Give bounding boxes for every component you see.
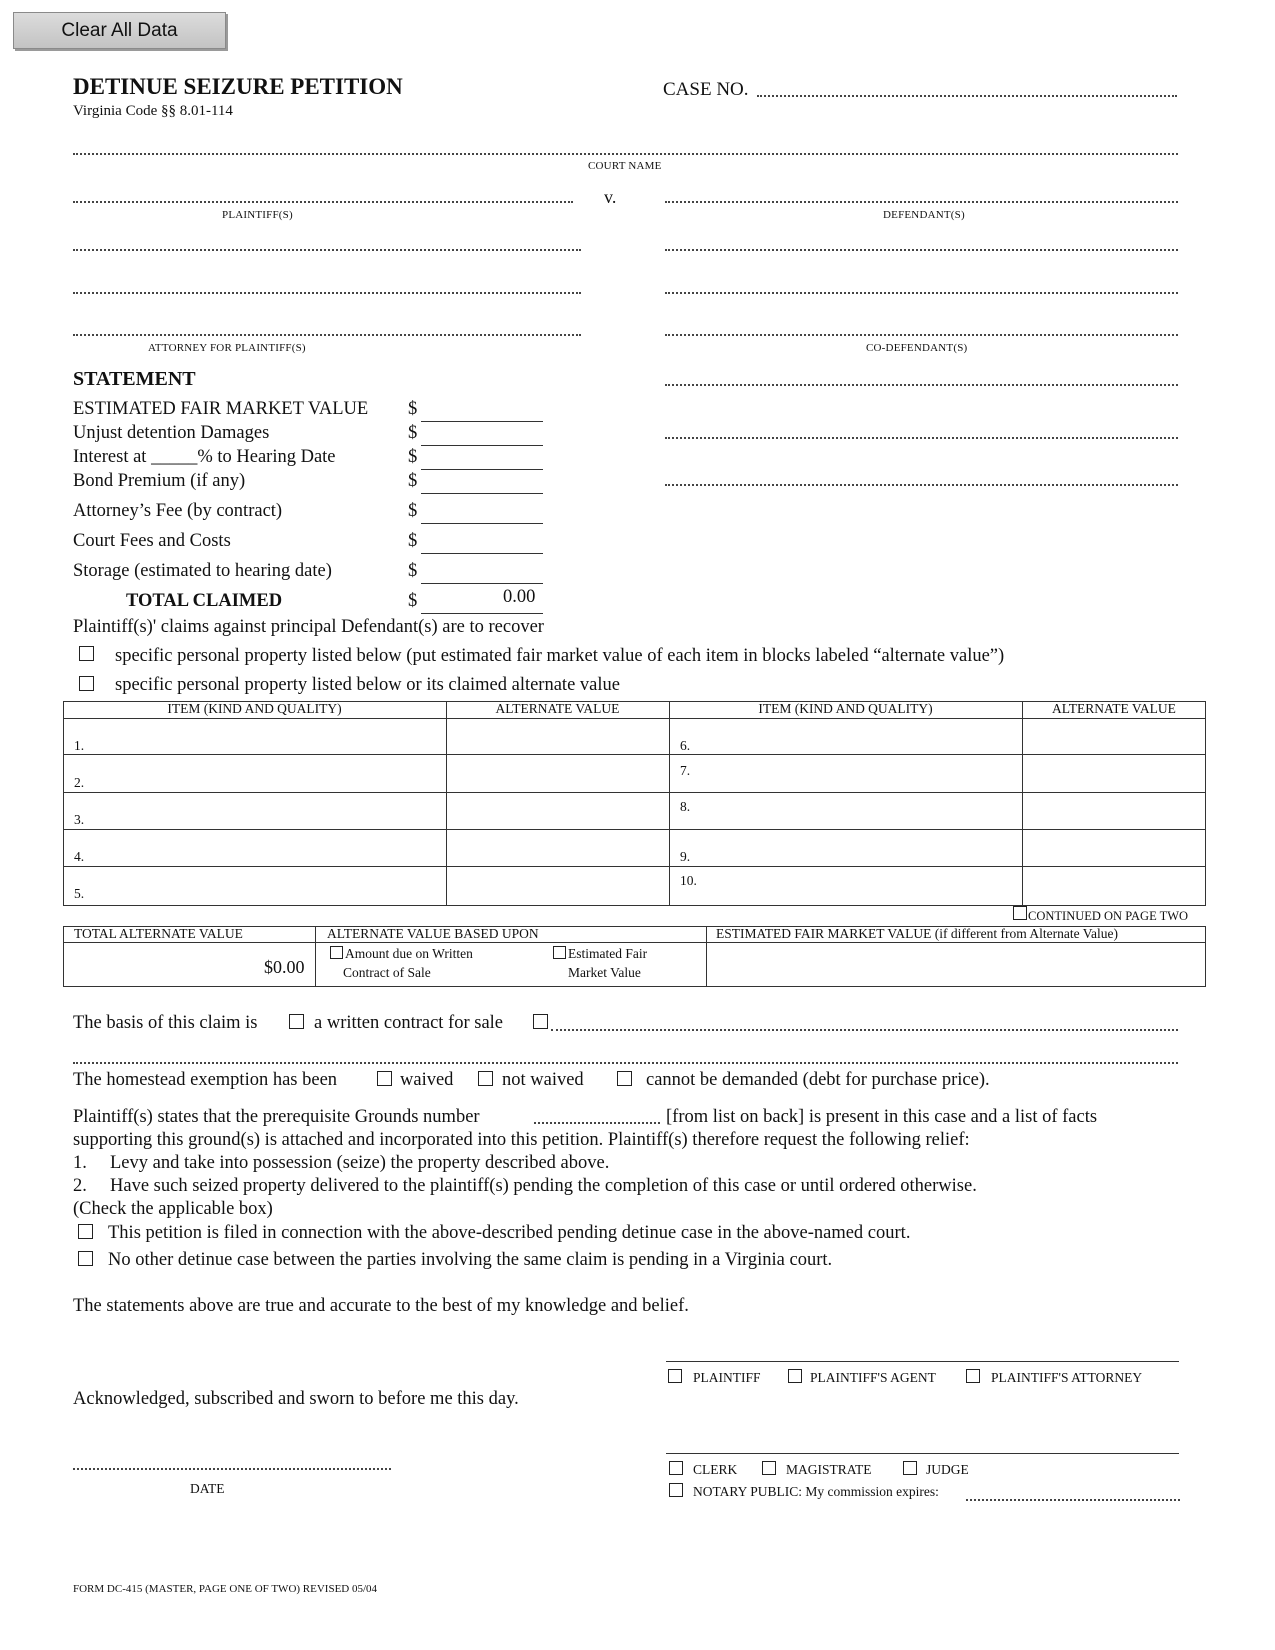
interest-amount-field[interactable] xyxy=(421,469,543,470)
true-statement: The statements above are true and accurate to the best of my knowledge and belief. xyxy=(73,1296,689,1316)
claim-option-2-checkbox[interactable] xyxy=(79,676,94,691)
relief-1-text: Levy and take into possession (seize) the property described above. xyxy=(110,1153,610,1173)
relief-2-text: Have such seized property delivered to the plaintiff(s) pending the completion of this case or until ordered otherwise. xyxy=(110,1176,977,1196)
statement-label-damages: Unjust detention Damages xyxy=(73,423,270,443)
clear-all-data-button[interactable]: Clear All Data xyxy=(13,12,226,49)
items-table xyxy=(63,701,1206,906)
item-number: 10. xyxy=(680,873,697,888)
dollar-sign: $ xyxy=(408,423,418,443)
continued-label: CONTINUED ON PAGE TWO xyxy=(1028,909,1189,923)
officer-judge-checkbox[interactable] xyxy=(903,1461,917,1475)
attorney-fee-amount-field[interactable] xyxy=(421,523,543,524)
total-claimed-field xyxy=(421,613,543,614)
bond-amount-field[interactable] xyxy=(421,493,543,494)
dollar-sign: $ xyxy=(408,501,418,521)
basis-other-field-2[interactable] xyxy=(73,1062,1178,1064)
homestead-cannot-demand-checkbox[interactable] xyxy=(617,1071,632,1086)
homestead-not-waived-label: not waived xyxy=(502,1070,584,1090)
attorney-field-3[interactable] xyxy=(73,334,581,336)
basis-other-field[interactable] xyxy=(551,1029,1178,1031)
claim-option-1-label: specific personal property listed below (put estimated fair market value of each item in blocks labeled “alternate value”) xyxy=(115,646,1005,666)
damages-amount-field[interactable] xyxy=(421,445,543,446)
dollar-sign: $ xyxy=(408,447,418,467)
item-number: 4. xyxy=(74,849,85,864)
basis-prefix: The basis of this claim is xyxy=(73,1013,258,1033)
court-name-field[interactable] xyxy=(73,153,1178,155)
statement-label-fmv: ESTIMATED FAIR MARKET VALUE xyxy=(73,399,369,419)
codefendant-field-4[interactable] xyxy=(665,384,1178,386)
codefendant-field-1[interactable] xyxy=(665,249,1178,251)
codefendant-field-5[interactable] xyxy=(665,437,1178,439)
defendant-field-1[interactable] xyxy=(665,201,1178,203)
signer-attorney-label: PLAINTIFF'S ATTORNEY xyxy=(991,1370,1143,1385)
date-label: DATE xyxy=(190,1481,225,1496)
statement-label-bond: Bond Premium (if any) xyxy=(73,471,246,491)
codefendants-label: CO-DEFENDANT(S) xyxy=(866,342,968,354)
date-field[interactable] xyxy=(73,1468,391,1470)
item-number: 5. xyxy=(74,886,85,901)
grounds-number-field[interactable] xyxy=(534,1122,660,1124)
based-fmv-checkbox[interactable] xyxy=(553,946,566,959)
signer-plaintiff-checkbox[interactable] xyxy=(668,1369,682,1383)
officer-signature-line[interactable] xyxy=(666,1453,1179,1454)
signer-attorney-checkbox[interactable] xyxy=(966,1369,980,1383)
dollar-sign: $ xyxy=(408,471,418,491)
homestead-waived-label: waived xyxy=(400,1070,454,1090)
based-upon-label: ALTERNATE VALUE BASED UPON xyxy=(327,926,539,941)
statement-label-interest: Interest at _____% to Hearing Date xyxy=(73,447,336,467)
item-number: 6. xyxy=(680,738,691,753)
codefendant-field-3[interactable] xyxy=(665,334,1178,336)
homestead-cannot-demand-label: cannot be demanded (debt for purchase price). xyxy=(646,1070,990,1090)
total-alternate-value: $0.00 xyxy=(264,957,305,977)
form-id: FORM DC-415 (MASTER, PAGE ONE OF TWO) REVISED 05/04 xyxy=(73,1583,378,1595)
items-header-value-left: ALTERNATE VALUE xyxy=(495,701,620,716)
no-other-case-label: No other detinue case between the parties involving the same claim is pending in a Virginia court. xyxy=(108,1250,833,1270)
based-fmv-label-2: Market Value xyxy=(568,965,641,980)
form-title: DETINUE SEIZURE PETITION xyxy=(73,74,403,99)
statement-label-storage: Storage (estimated to hearing date) xyxy=(73,561,332,581)
dollar-sign: $ xyxy=(408,591,418,611)
plaintiffs-label: PLAINTIFF(S) xyxy=(222,209,293,221)
total-alternate-label: TOTAL ALTERNATE VALUE xyxy=(74,926,243,941)
pending-case-label: This petition is filed in connection with the above-described pending detinue case in the above-named court. xyxy=(108,1223,911,1243)
efmv-label: ESTIMATED FAIR MARKET VALUE (if different from Alternate Value) xyxy=(716,926,1118,941)
officer-magistrate-label: MAGISTRATE xyxy=(786,1462,872,1477)
continued-checkbox[interactable] xyxy=(1013,906,1027,920)
dollar-sign: $ xyxy=(408,561,418,581)
no-other-case-checkbox[interactable] xyxy=(78,1251,93,1266)
basis-contract-label: a written contract for sale xyxy=(314,1013,504,1033)
statement-label-court-fees: Court Fees and Costs xyxy=(73,531,231,551)
court-name-label: COURT NAME xyxy=(588,160,662,172)
signer-agent-label: PLAINTIFF'S AGENT xyxy=(810,1370,936,1385)
notary-checkbox[interactable] xyxy=(669,1483,683,1497)
total-claimed-label: TOTAL CLAIMED xyxy=(126,591,283,611)
dollar-sign: $ xyxy=(408,531,418,551)
attorney-field-1[interactable] xyxy=(73,249,581,251)
signature-line[interactable] xyxy=(666,1361,1179,1362)
storage-amount-field[interactable] xyxy=(421,583,543,584)
statement-label-attorney-fee: Attorney’s Fee (by contract) xyxy=(73,501,283,521)
item-number: 8. xyxy=(680,799,691,814)
court-fees-amount-field[interactable] xyxy=(421,553,543,554)
officer-clerk-checkbox[interactable] xyxy=(669,1461,683,1475)
officer-judge-label: JUDGE xyxy=(926,1462,969,1477)
signer-agent-checkbox[interactable] xyxy=(788,1369,802,1383)
officer-magistrate-checkbox[interactable] xyxy=(762,1461,776,1475)
items-header-item-left: ITEM (KIND AND QUALITY) xyxy=(167,701,342,716)
item-number: 9. xyxy=(680,849,691,864)
item-number: 7. xyxy=(680,763,691,778)
based-contract-label-1: Amount due on Written xyxy=(345,946,473,961)
homestead-prefix: The homestead exemption has been xyxy=(73,1070,338,1090)
items-header-value-right: ALTERNATE VALUE xyxy=(1052,701,1176,716)
grounds-text-2: supporting this ground(s) is attached and incorporated into this petition. Plaintiff(s) therefore request the following relief: xyxy=(73,1130,970,1150)
basis-contract-checkbox[interactable] xyxy=(289,1014,304,1029)
claim-option-2-label: specific personal property listed below or its claimed alternate value xyxy=(115,675,620,695)
attorney-label: ATTORNEY FOR PLAINTIFF(S) xyxy=(148,342,306,354)
codefendant-field-2[interactable] xyxy=(665,292,1178,294)
defendants-label: DEFENDANT(S) xyxy=(883,209,965,221)
homestead-waived-checkbox[interactable] xyxy=(377,1071,392,1086)
item-number: 3. xyxy=(74,812,85,827)
commission-expires-field[interactable] xyxy=(966,1499,1180,1501)
grounds-text-1a: Plaintiff(s) states that the prerequisite Grounds number xyxy=(73,1107,480,1127)
item-number: 1. xyxy=(74,738,85,753)
codefendant-field-6[interactable] xyxy=(665,484,1178,486)
relief-1-number: 1. xyxy=(73,1153,87,1173)
based-fmv-label-1: Estimated Fair xyxy=(568,946,648,961)
case-no-field[interactable] xyxy=(757,95,1177,97)
case-no-label: CASE NO. xyxy=(663,79,749,100)
plaintiff-field-1[interactable] xyxy=(73,201,573,203)
grounds-text-1b: [from list on back] is present in this case and a list of facts xyxy=(666,1107,1098,1127)
sworn-statement: Acknowledged, subscribed and sworn to before me this day. xyxy=(73,1389,519,1409)
check-note: (Check the applicable box) xyxy=(73,1199,273,1219)
claims-intro: Plaintiff(s)' claims against principal Defendant(s) are to recover xyxy=(73,617,544,637)
officer-clerk-label: CLERK xyxy=(693,1462,738,1477)
basis-other-checkbox[interactable] xyxy=(533,1014,548,1029)
notary-label: NOTARY PUBLIC: My commission expires: xyxy=(693,1484,939,1499)
versus-label: v. xyxy=(604,187,617,207)
signer-plaintiff-label: PLAINTIFF xyxy=(693,1370,761,1385)
item-number: 2. xyxy=(74,775,85,790)
items-header-item-right: ITEM (KIND AND QUALITY) xyxy=(758,701,933,716)
claim-option-1-checkbox[interactable] xyxy=(79,646,94,661)
based-contract-checkbox[interactable] xyxy=(330,946,343,959)
virginia-code: Virginia Code §§ 8.01-114 xyxy=(73,103,233,119)
fmv-amount-field[interactable] xyxy=(421,421,543,422)
total-claimed-value: 0.00 xyxy=(503,587,536,607)
based-contract-label-2: Contract of Sale xyxy=(343,965,431,980)
attorney-field-2[interactable] xyxy=(73,292,581,294)
statement-heading: STATEMENT xyxy=(73,368,196,390)
homestead-not-waived-checkbox[interactable] xyxy=(478,1071,493,1086)
relief-2-number: 2. xyxy=(73,1176,87,1196)
dollar-sign: $ xyxy=(408,399,418,419)
pending-case-checkbox[interactable] xyxy=(78,1224,93,1239)
